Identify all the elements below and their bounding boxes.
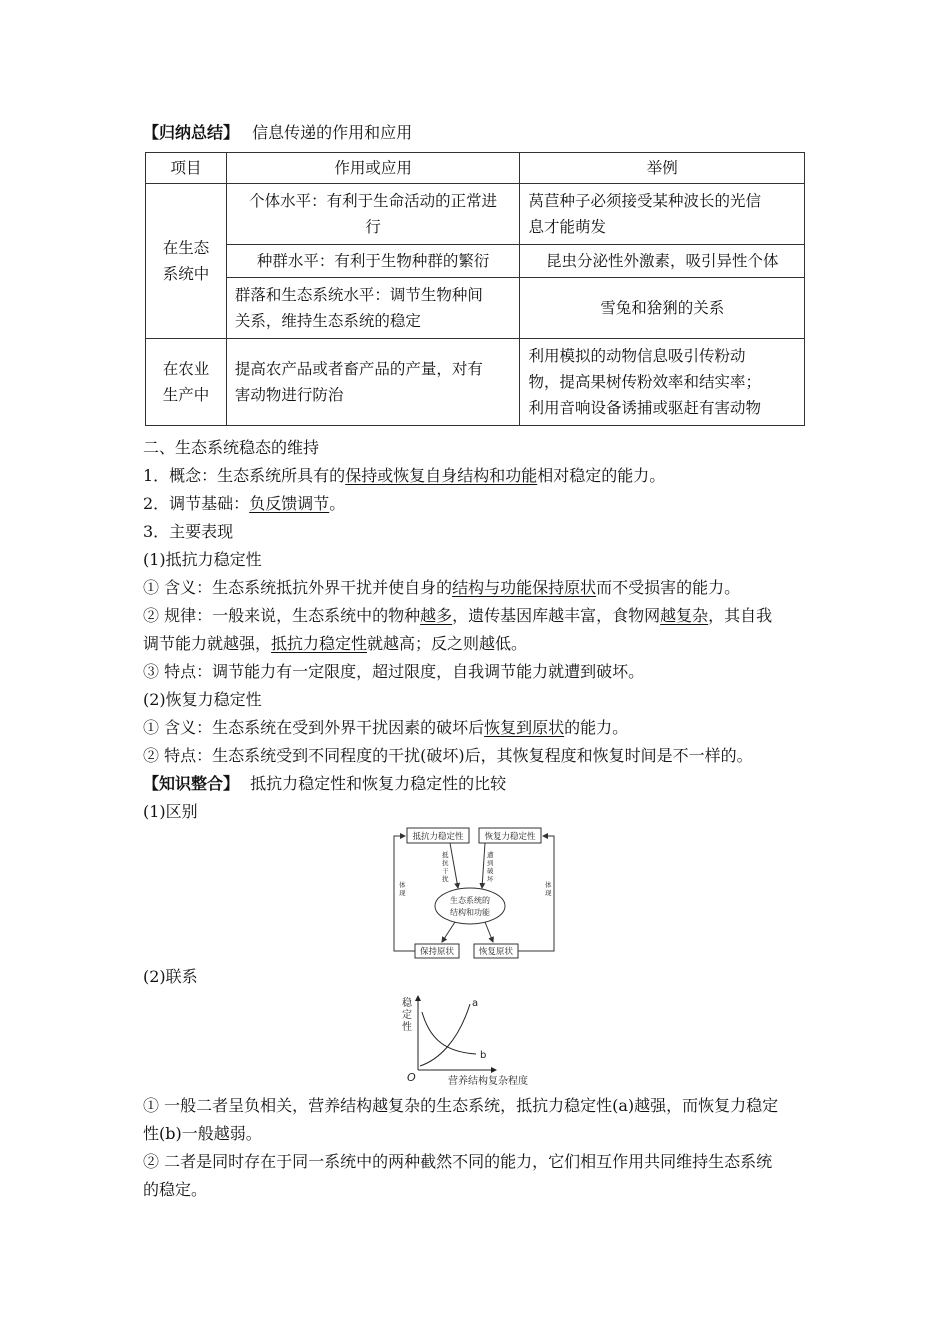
relation-point2-line2: 的稳定。 (143, 1180, 208, 1199)
arrow-label-char: 破 (487, 867, 494, 875)
box-restore-label: 恢复原状 (478, 947, 514, 957)
loop-left-label: 体 (399, 881, 406, 889)
underlined-answer: 负反馈调节 (249, 494, 330, 513)
y-axis-label-char: 性 (402, 1022, 412, 1033)
summary-title: 信息传递的作用和应用 (252, 123, 413, 142)
arrow-label-char: 坏 (487, 875, 494, 883)
y-axis-label-char: 定 (402, 1010, 412, 1021)
text-run: ① 含义：生态系统在受到外界干扰因素的破坏后 (143, 718, 485, 737)
arrow-label-char: 到 (487, 859, 494, 867)
group-label-agriculture (146, 339, 227, 426)
arrow-damage-to-center (482, 843, 485, 888)
example-line: 莴苣种子必须接受某种波长的光信 (528, 192, 761, 210)
arrow-resist-to-center (450, 843, 458, 888)
role-community (226, 278, 520, 339)
box-resistance-label: 抵抗力稳定性 (412, 832, 464, 842)
arrow-center-to-restore (485, 922, 493, 942)
series-a-line (420, 1004, 470, 1066)
arrow-damage-label (487, 850, 494, 883)
example-hare-lynx: 雪兔和猞猁的关系 (520, 278, 805, 339)
relation-point1-line1: ① 一般二者呈负相关，营养结构越复杂的生态系统，抵抗力稳定性(a)越强，而恢复力稳定 (143, 1096, 779, 1115)
box-recovery-label: 恢复力稳定性 (484, 832, 536, 842)
relation-point1-line2: 性(b)一般越弱。 (143, 1124, 262, 1143)
arrow-center-to-keep (442, 922, 455, 942)
resistance-rule-line2 (143, 633, 527, 655)
summary-heading (143, 122, 412, 144)
example-insect: 昆虫分泌性外激素，吸引异性个体 (520, 245, 805, 278)
arrow-label-char: 扰 (442, 875, 449, 883)
recovery-feature: ② 特点：生态系统受到不同程度的干扰(破坏)后，其恢复程度和恢复时间是不一样的。 (143, 746, 753, 765)
resistance-rule-line1 (143, 605, 772, 627)
main-manifestation: 3．主要表现 (143, 522, 234, 541)
center-label-line2: 结构和功能 (450, 908, 490, 917)
recovery-heading: (2)恢复力稳定性 (143, 690, 262, 709)
underlined-answer: 越多 (420, 606, 453, 625)
example-agriculture (520, 339, 805, 426)
underlined-answer: 结构与功能保持原状 (452, 578, 597, 597)
resistance-feature: ③ 特点：调节能力有一定限度，超过限度，自我调节能力就遭到破坏。 (143, 662, 645, 681)
group-label-line: 生产中 (162, 386, 210, 404)
text-run: 而不受损害的能力。 (596, 578, 741, 597)
series-b-line (422, 1012, 476, 1054)
resistance-heading: (1)抵抗力稳定性 (143, 550, 262, 569)
text-run: ① 含义：生态系统抵抗外界干扰并使自身的 (143, 578, 453, 597)
arrow-resist-label (442, 850, 449, 883)
text-run: 就越高；反之则越低。 (367, 634, 528, 653)
table-row (146, 245, 805, 278)
table-row (146, 278, 805, 339)
center-ellipse (435, 888, 505, 924)
group-label-line: 在生态 (162, 239, 210, 257)
resistance-meaning (143, 577, 740, 599)
example-lettuce (520, 184, 805, 245)
role-line: 行 (365, 218, 381, 236)
arrow-label-char: 遭 (487, 851, 494, 859)
box-keep-label: 保持原状 (419, 947, 455, 957)
role-agriculture (226, 339, 520, 426)
underlined-answer: 抵抗力稳定性 (271, 634, 368, 653)
knowledge-heading (143, 773, 506, 795)
role-individual (226, 184, 520, 245)
stability-chart (398, 992, 558, 1088)
loop-right-label: 现 (545, 889, 552, 897)
section-heading: 二、生态系统稳态的维持 (143, 438, 320, 457)
stability-diagram (390, 825, 560, 961)
relation-point2-line1: ② 二者是同时存在于同一系统中的两种截然不同的能力，它们相互作用共同维持生态系统 (143, 1152, 773, 1171)
table-header-row (146, 153, 805, 184)
basis-paragraph (143, 493, 345, 515)
table-row (146, 184, 805, 245)
text-run: ，其自我 (708, 606, 773, 625)
y-axis-label-char: 稳 (402, 998, 412, 1009)
series-b-label: b (480, 1050, 487, 1061)
text-run: 。 (329, 494, 346, 513)
group-label-ecosystem (146, 184, 227, 339)
underlined-answer: 恢复到原状 (484, 718, 565, 737)
example-line: 息才能萌发 (528, 218, 606, 236)
text-run: 2．调节基础： (143, 494, 250, 513)
role-line: 群落和生态系统水平：调节生物种间 (234, 286, 483, 304)
table-header-role: 作用或应用 (226, 153, 520, 184)
knowledge-tag: 【知识整合】 (143, 774, 240, 793)
recovery-meaning (143, 717, 628, 739)
role-line: 关系，维持生态系统的稳定 (234, 312, 421, 330)
text-run: 的能力。 (564, 718, 629, 737)
table-row (146, 339, 805, 426)
example-line: 利用模拟的动物信息吸引传粉动 (528, 347, 746, 365)
underlined-answer: 越复杂 (660, 606, 709, 625)
table-header-item: 项目 (146, 153, 227, 184)
arrow-label-char: 干 (442, 867, 449, 875)
arrow-label-char: 抗 (442, 859, 449, 867)
role-population: 种群水平：有利于生物种群的繁衍 (226, 245, 520, 278)
underlined-answer: 保持或恢复自身结构和功能 (345, 466, 538, 485)
loop-left-label: 现 (399, 889, 406, 897)
group-label-line: 系统中 (162, 265, 210, 283)
role-line: 个体水平：有利于生命活动的正常进 (249, 192, 498, 210)
x-axis-label: 营养结构复杂程度 (448, 1076, 528, 1087)
text-run: 1．概念：生态系统所具有的 (143, 466, 346, 485)
knowledge-title: 抵抗力稳定性和恢复力稳定性的比较 (250, 774, 507, 793)
center-label-line1: 生态系统的 (450, 896, 490, 905)
text-run: 相对稳定的能力。 (537, 466, 666, 485)
concept-paragraph (143, 465, 665, 487)
text-run: ，遗传基因库越丰富，食物网 (452, 606, 661, 625)
example-line: 物，提高果树传粉效率和结实率； (528, 373, 761, 391)
role-line: 提高农产品或者畜产品的产量，对有 (234, 360, 483, 378)
arrow-label-char: 抵 (442, 851, 449, 859)
origin-label: O (407, 1071, 416, 1084)
summary-tag: 【归纳总结】 (143, 123, 240, 142)
table-header-example: 举例 (520, 153, 805, 184)
example-line: 利用音响设备诱捕或驱赶有害动物 (528, 399, 761, 417)
role-line: 害动物进行防治 (234, 386, 344, 404)
relation-heading: (2)联系 (143, 967, 198, 986)
info-transfer-table (145, 152, 805, 426)
text-run: ② 规律：一般来说，生态系统中的物种 (143, 606, 421, 625)
series-a-label: a (472, 998, 479, 1009)
loop-right-label: 体 (545, 881, 552, 889)
group-label-line: 在农业 (162, 360, 210, 378)
text-run: 调节能力就越强， (143, 634, 272, 653)
difference-heading: (1)区别 (143, 802, 198, 821)
